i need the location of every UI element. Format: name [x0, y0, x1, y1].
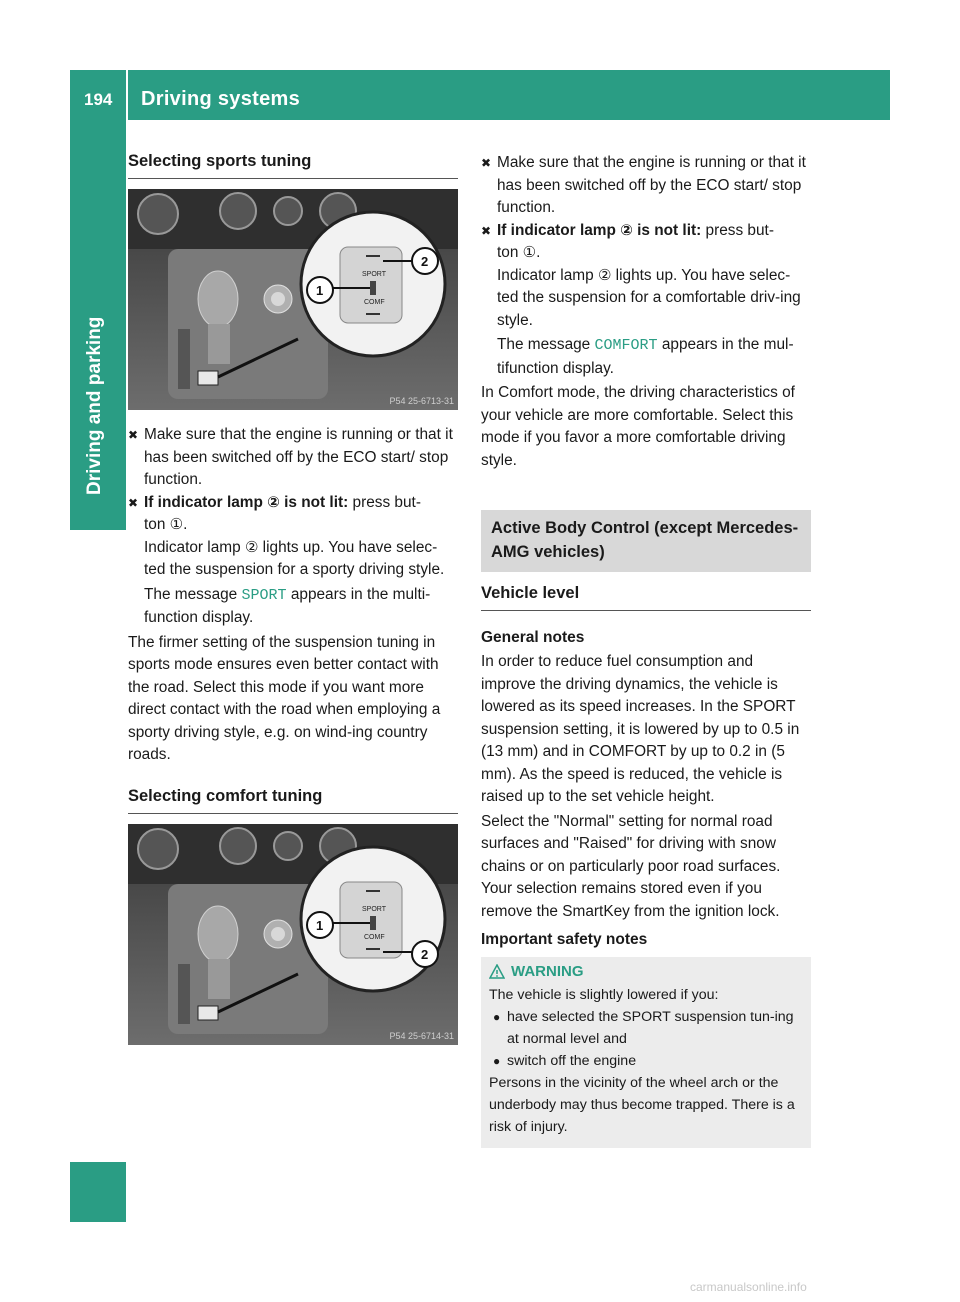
- section-heading-sports: Selecting sports tuning: [128, 152, 312, 170]
- arrow-icon: ✖: [128, 495, 139, 510]
- section-box: [481, 510, 811, 572]
- section-heading-vehicle-level: Vehicle level: [481, 584, 580, 602]
- arrow-icon: ✖: [481, 223, 492, 238]
- header-divider: [126, 70, 128, 120]
- message-pre: The message: [144, 585, 242, 603]
- warning-bullet: [489, 1050, 803, 1072]
- bullet-icon: ●: [493, 1010, 501, 1024]
- subheading-general-notes: General notes: [481, 629, 585, 646]
- message-pre: The message: [497, 336, 595, 353]
- step-text: If indicator lamp ② is not lit: press but- ton ①. Indicator lamp ② lights up. You have selec-ted the suspension for a sporty driving style.: [144, 493, 445, 578]
- step-line2: ton: [144, 516, 170, 533]
- side-tab-label: [77, 260, 123, 495]
- step-bold-tail: is not lit:: [632, 221, 702, 239]
- warning-title: [489, 963, 803, 980]
- switch-label-top: SPORT: [362, 905, 386, 913]
- step-line2: ton: [497, 244, 523, 261]
- step-line3-tail: lights up. You have selec-ted the suspension for a sporty driving style.: [144, 538, 445, 578]
- step-text: Make sure that the engine is running or that it has been switched off by the ECO start/ stop function.: [497, 154, 806, 216]
- step-item: [481, 152, 811, 220]
- step-line3: Indicator lamp: [144, 538, 245, 556]
- figure-comfort-tuning: [128, 824, 458, 1045]
- step-line2-tail: .: [183, 516, 188, 533]
- paragraph: The firmer setting of the suspension tuning in sports mode ensures even better contact with the road. Select this mode if you want more direct contact with the road when employing a sporty driving style, e.g. on wind-ing country roads.: [128, 633, 441, 763]
- bullet-text: switch off the engine: [507, 1053, 637, 1069]
- callout-2: 2: [421, 254, 429, 269]
- message-post: appears in the mul-tifunction display.: [497, 336, 794, 377]
- side-tab-bar: [70, 120, 126, 295]
- step-message: [497, 334, 811, 380]
- warning-outro: Persons in the vicinity of the wheel arch or the underbody may thus become trapped. There is a risk of injury.: [489, 1075, 795, 1135]
- paragraph: Select the "Normal" setting for normal road surfaces and "Raised" for driving with snow chains or on particularly poor road surfaces. Your selection remains stored even if you remove the SmartKey from the ignition lock.: [481, 812, 781, 920]
- switch-label-bottom: COMF: [364, 933, 385, 941]
- arrow-icon: ✖: [481, 156, 492, 170]
- side-tab-text: Driving and parking: [84, 316, 105, 495]
- step-bold: If indicator lamp: [497, 221, 621, 239]
- section-heading-comfort: Selecting comfort tuning: [128, 786, 323, 805]
- bullet-text: have selected the SPORT suspension tun-ing at normal level and: [507, 1009, 794, 1047]
- paragraph: In order to reduce fuel consumption and improve the driving dynamics, the vehicle is lowered as its speed increases. In the SPORT suspension setting, it is lowered by up to 0.5 in (13 mm) and in COMFORT by up to 0.2 in (5 mm). As the speed is reduced, the vehicle is raised up to the set vehicle height.: [481, 653, 800, 805]
- warning-box: [481, 957, 811, 1148]
- paragraph: In Comfort mode, the driving characteristics of your vehicle are more comfortable. Select this mode if you favor a more comfortable driving style.: [481, 384, 795, 469]
- step-line3: Indicator lamp: [497, 266, 598, 284]
- section-box-title: Active Body Control (except Mercedes-AMG vehicles): [491, 519, 799, 561]
- left-column: [128, 152, 458, 1045]
- step-item: [128, 492, 458, 630]
- subheading-safety: Important safety notes: [481, 931, 648, 948]
- step-item: [481, 220, 811, 381]
- warning-title-text: WARNING: [511, 963, 584, 980]
- side-tab-marker: [70, 1162, 126, 1222]
- warning-intro: The vehicle is slightly lowered if you:: [489, 987, 719, 1003]
- right-column: [481, 152, 811, 1148]
- step-bold: If indicator lamp: [144, 493, 268, 511]
- step-text: Make sure that the engine is running or that it has been switched off by the ECO start/ stop function.: [144, 426, 453, 488]
- warning-icon: [489, 964, 505, 980]
- arrow-icon: ✖: [128, 428, 139, 442]
- footer-watermark: carmanualsonline.info: [690, 1280, 807, 1294]
- console-illustration: [128, 824, 458, 1045]
- figure-code: P54 25-6714-31: [389, 1030, 454, 1041]
- step-bold-tail: is not lit:: [279, 493, 349, 511]
- figure-code: P54 25-6713-31: [389, 396, 454, 406]
- step-text: If indicator lamp ② is not lit: press but- ton ①. Indicator lamp ② lights up. You have selec-ted the suspension for a comfortable driv-ing style.: [497, 221, 801, 329]
- switch-label-top: SPORT: [362, 271, 386, 278]
- console-illustration: [128, 189, 458, 410]
- step-message: [144, 584, 458, 630]
- display-message: COMFORT: [594, 337, 658, 354]
- callout-1: 1: [316, 917, 324, 933]
- switch-label-bottom: COMF: [364, 299, 385, 306]
- figure-sports-tuning: [128, 189, 458, 410]
- callout-1: 1: [316, 283, 324, 298]
- message-post: appears in the multi-function display.: [144, 585, 431, 626]
- callout-2: 2: [421, 946, 429, 962]
- display-message: SPORT: [241, 586, 287, 604]
- page-title: Driving systems: [141, 88, 301, 110]
- step-line3-tail: lights up. You have selec-ted the suspension for a comfortable driv-ing style.: [497, 266, 801, 329]
- step-tail: press but-: [348, 493, 421, 511]
- page-number: 194: [84, 90, 113, 109]
- step-line2-tail: .: [536, 244, 541, 261]
- warning-bullet: [489, 1006, 803, 1050]
- bullet-icon: ●: [493, 1054, 501, 1068]
- step-tail: press but-: [701, 221, 774, 239]
- step-item: [128, 424, 458, 492]
